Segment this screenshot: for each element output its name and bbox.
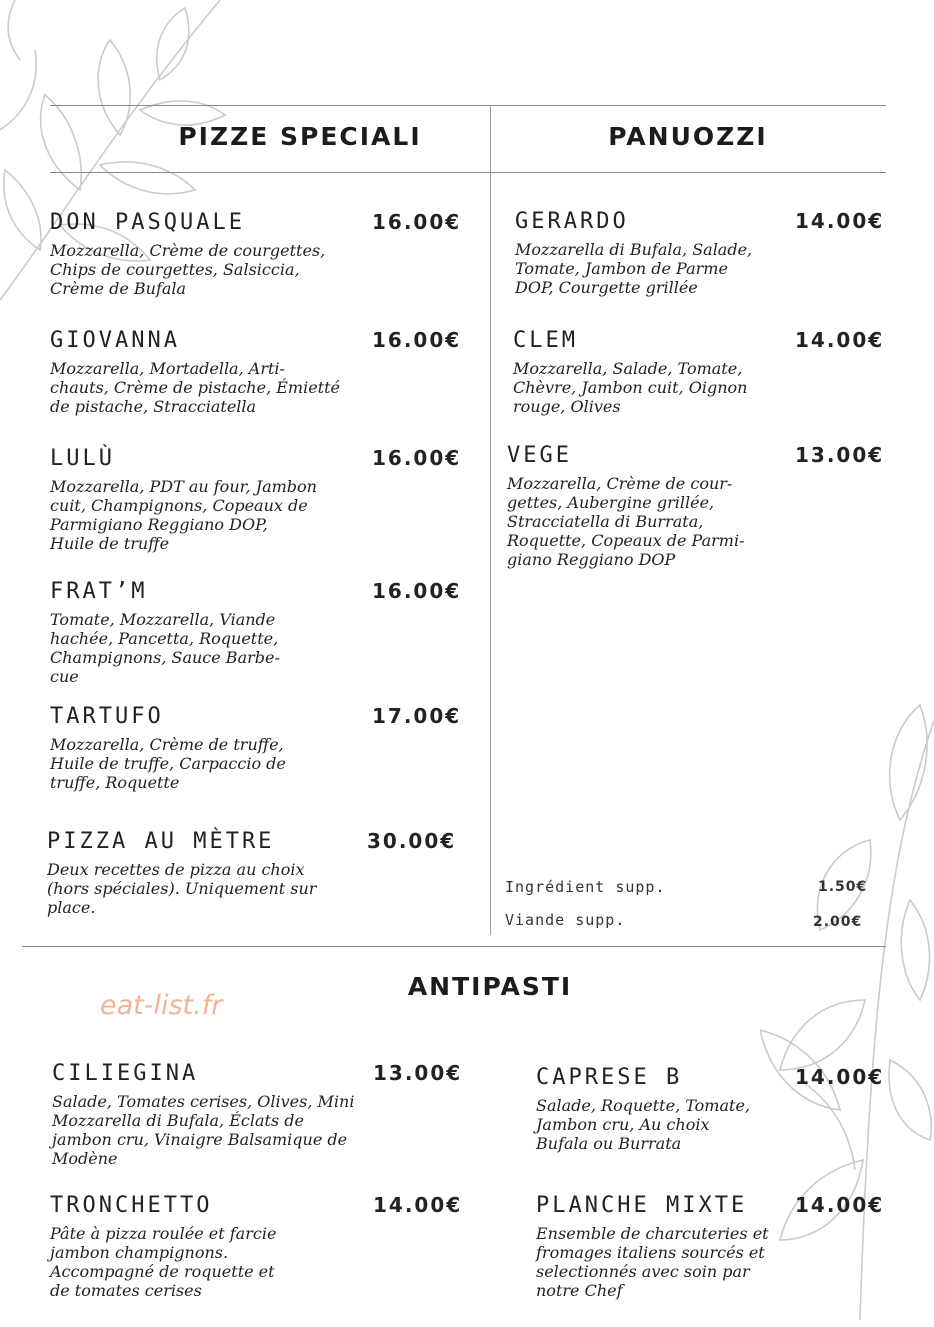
item-description: Mozzarella, Crème de cour- gettes, Aubergine grillée, Stracciatella di Burrata, Roquette, Copeaux de Parmi- giano Reggiano DOP xyxy=(507,474,745,569)
item-description: Mozzarella di Bufala, Salade, Tomate, Jambon de Parme DOP, Courgette grillée xyxy=(515,240,753,297)
item-name: TARTUFO xyxy=(50,704,164,729)
item-name: TRONCHETTO xyxy=(50,1193,213,1218)
item-price: 14.00€ xyxy=(795,1065,885,1089)
item-description: Tomate, Mozzarella, Viande hachée, Pancetta, Roquette, Champignons, Sauce Barbe- cue xyxy=(50,610,280,686)
item-name: LULÙ xyxy=(50,446,115,471)
item-description: Salade, Roquette, Tomate, Jambon cru, Au choix Bufala ou Burrata xyxy=(536,1096,750,1153)
item-name: CLEM xyxy=(513,328,578,353)
menu-item-planche-mixte xyxy=(536,1193,890,1313)
item-description: Mozzarella, PDT au four, Jambon cuit, Champignons, Copeaux de Parmigiano Reggiano DOP, Huile de truffe xyxy=(50,477,317,553)
item-description: Salade, Tomates cerises, Olives, Mini Mozzarella di Bufala, Éclats de jambon cru, Vinaigre Balsamique de Modène xyxy=(52,1092,355,1168)
supplement-label-ingredient: Ingrédient supp. xyxy=(505,878,666,896)
item-name: CAPRESE B xyxy=(536,1065,683,1090)
item-price: 30.00€ xyxy=(367,829,457,853)
top-rule xyxy=(50,105,886,106)
item-name: FRAT’M xyxy=(50,579,148,604)
antipasti-title: ANTIPASTI xyxy=(407,972,573,1001)
item-description: Pâte à pizza roulée et farcie jambon champignons. Accompagné de roquette et de tomates cerises xyxy=(50,1224,277,1300)
item-description: Mozzarella, Salade, Tomate, Chèvre, Jambon cuit, Oignon rouge, Olives xyxy=(513,359,748,416)
menu-item-tartufo xyxy=(50,704,470,814)
menu-item-fratm xyxy=(50,579,470,704)
header-rule-left xyxy=(50,172,490,173)
item-price: 14.00€ xyxy=(795,209,885,233)
item-price: 16.00€ xyxy=(372,446,462,470)
item-price: 16.00€ xyxy=(372,328,462,352)
menu-item-vege xyxy=(507,443,890,583)
supplement-price-meat: 2.00€ xyxy=(813,914,863,930)
menu-item-giovanna xyxy=(50,328,470,438)
watermark-text: eat-list.fr xyxy=(100,990,223,1021)
item-name: CILIEGINA xyxy=(52,1061,199,1086)
menu-item-tronchetto xyxy=(50,1193,472,1313)
item-name: DON PASQUALE xyxy=(50,210,245,235)
menu-item-ciliegina xyxy=(52,1061,472,1181)
item-name: GERARDO xyxy=(515,209,629,234)
item-description: Deux recettes de pizza au choix (hors spéciales). Uniquement sur place. xyxy=(47,860,317,917)
item-name: GIOVANNA xyxy=(50,328,180,353)
item-name: PIZZA AU MÈTRE xyxy=(47,829,275,854)
item-price: 16.00€ xyxy=(372,579,462,603)
item-price: 14.00€ xyxy=(795,1193,885,1217)
menu-item-lulu xyxy=(50,446,470,571)
column-divider xyxy=(490,105,491,935)
panuozzi-title: PANUOZZI xyxy=(608,122,768,151)
item-name: PLANCHE MIXTE xyxy=(536,1193,748,1218)
menu-item-pizza-au-metre xyxy=(47,829,472,939)
menu-item-caprese-b xyxy=(536,1065,890,1175)
item-price: 17.00€ xyxy=(372,704,462,728)
item-price: 16.00€ xyxy=(372,210,462,234)
supplement-label-meat: Viande supp. xyxy=(505,911,626,929)
item-price: 13.00€ xyxy=(795,443,885,467)
menu-item-don-pasquale xyxy=(50,210,470,320)
item-name: VEGE xyxy=(507,443,572,468)
menu-item-gerardo xyxy=(515,209,890,319)
pizze-speciali-title: PIZZE SPECIALI xyxy=(178,122,422,151)
supplement-price-ingredient: 1.50€ xyxy=(818,879,868,895)
item-price: 14.00€ xyxy=(373,1193,463,1217)
menu-item-clem xyxy=(513,328,890,438)
item-price: 14.00€ xyxy=(795,328,885,352)
header-rule-right xyxy=(490,172,886,173)
middle-rule xyxy=(22,946,886,947)
item-description: Mozzarella, Mortadella, Arti- chauts, Crème de pistache, Émietté de pistache, Stracciatella xyxy=(50,359,341,416)
item-price: 13.00€ xyxy=(373,1061,463,1085)
item-description: Ensemble de charcuteries et fromages italiens sourcés et selectionnés avec soin par notre Chef xyxy=(536,1224,769,1300)
item-description: Mozzarella, Crème de truffe, Huile de truffe, Carpaccio de truffe, Roquette xyxy=(50,735,286,792)
item-description: Mozzarella, Crème de courgettes, Chips de courgettes, Salsiccia, Crème de Bufala xyxy=(50,241,326,298)
